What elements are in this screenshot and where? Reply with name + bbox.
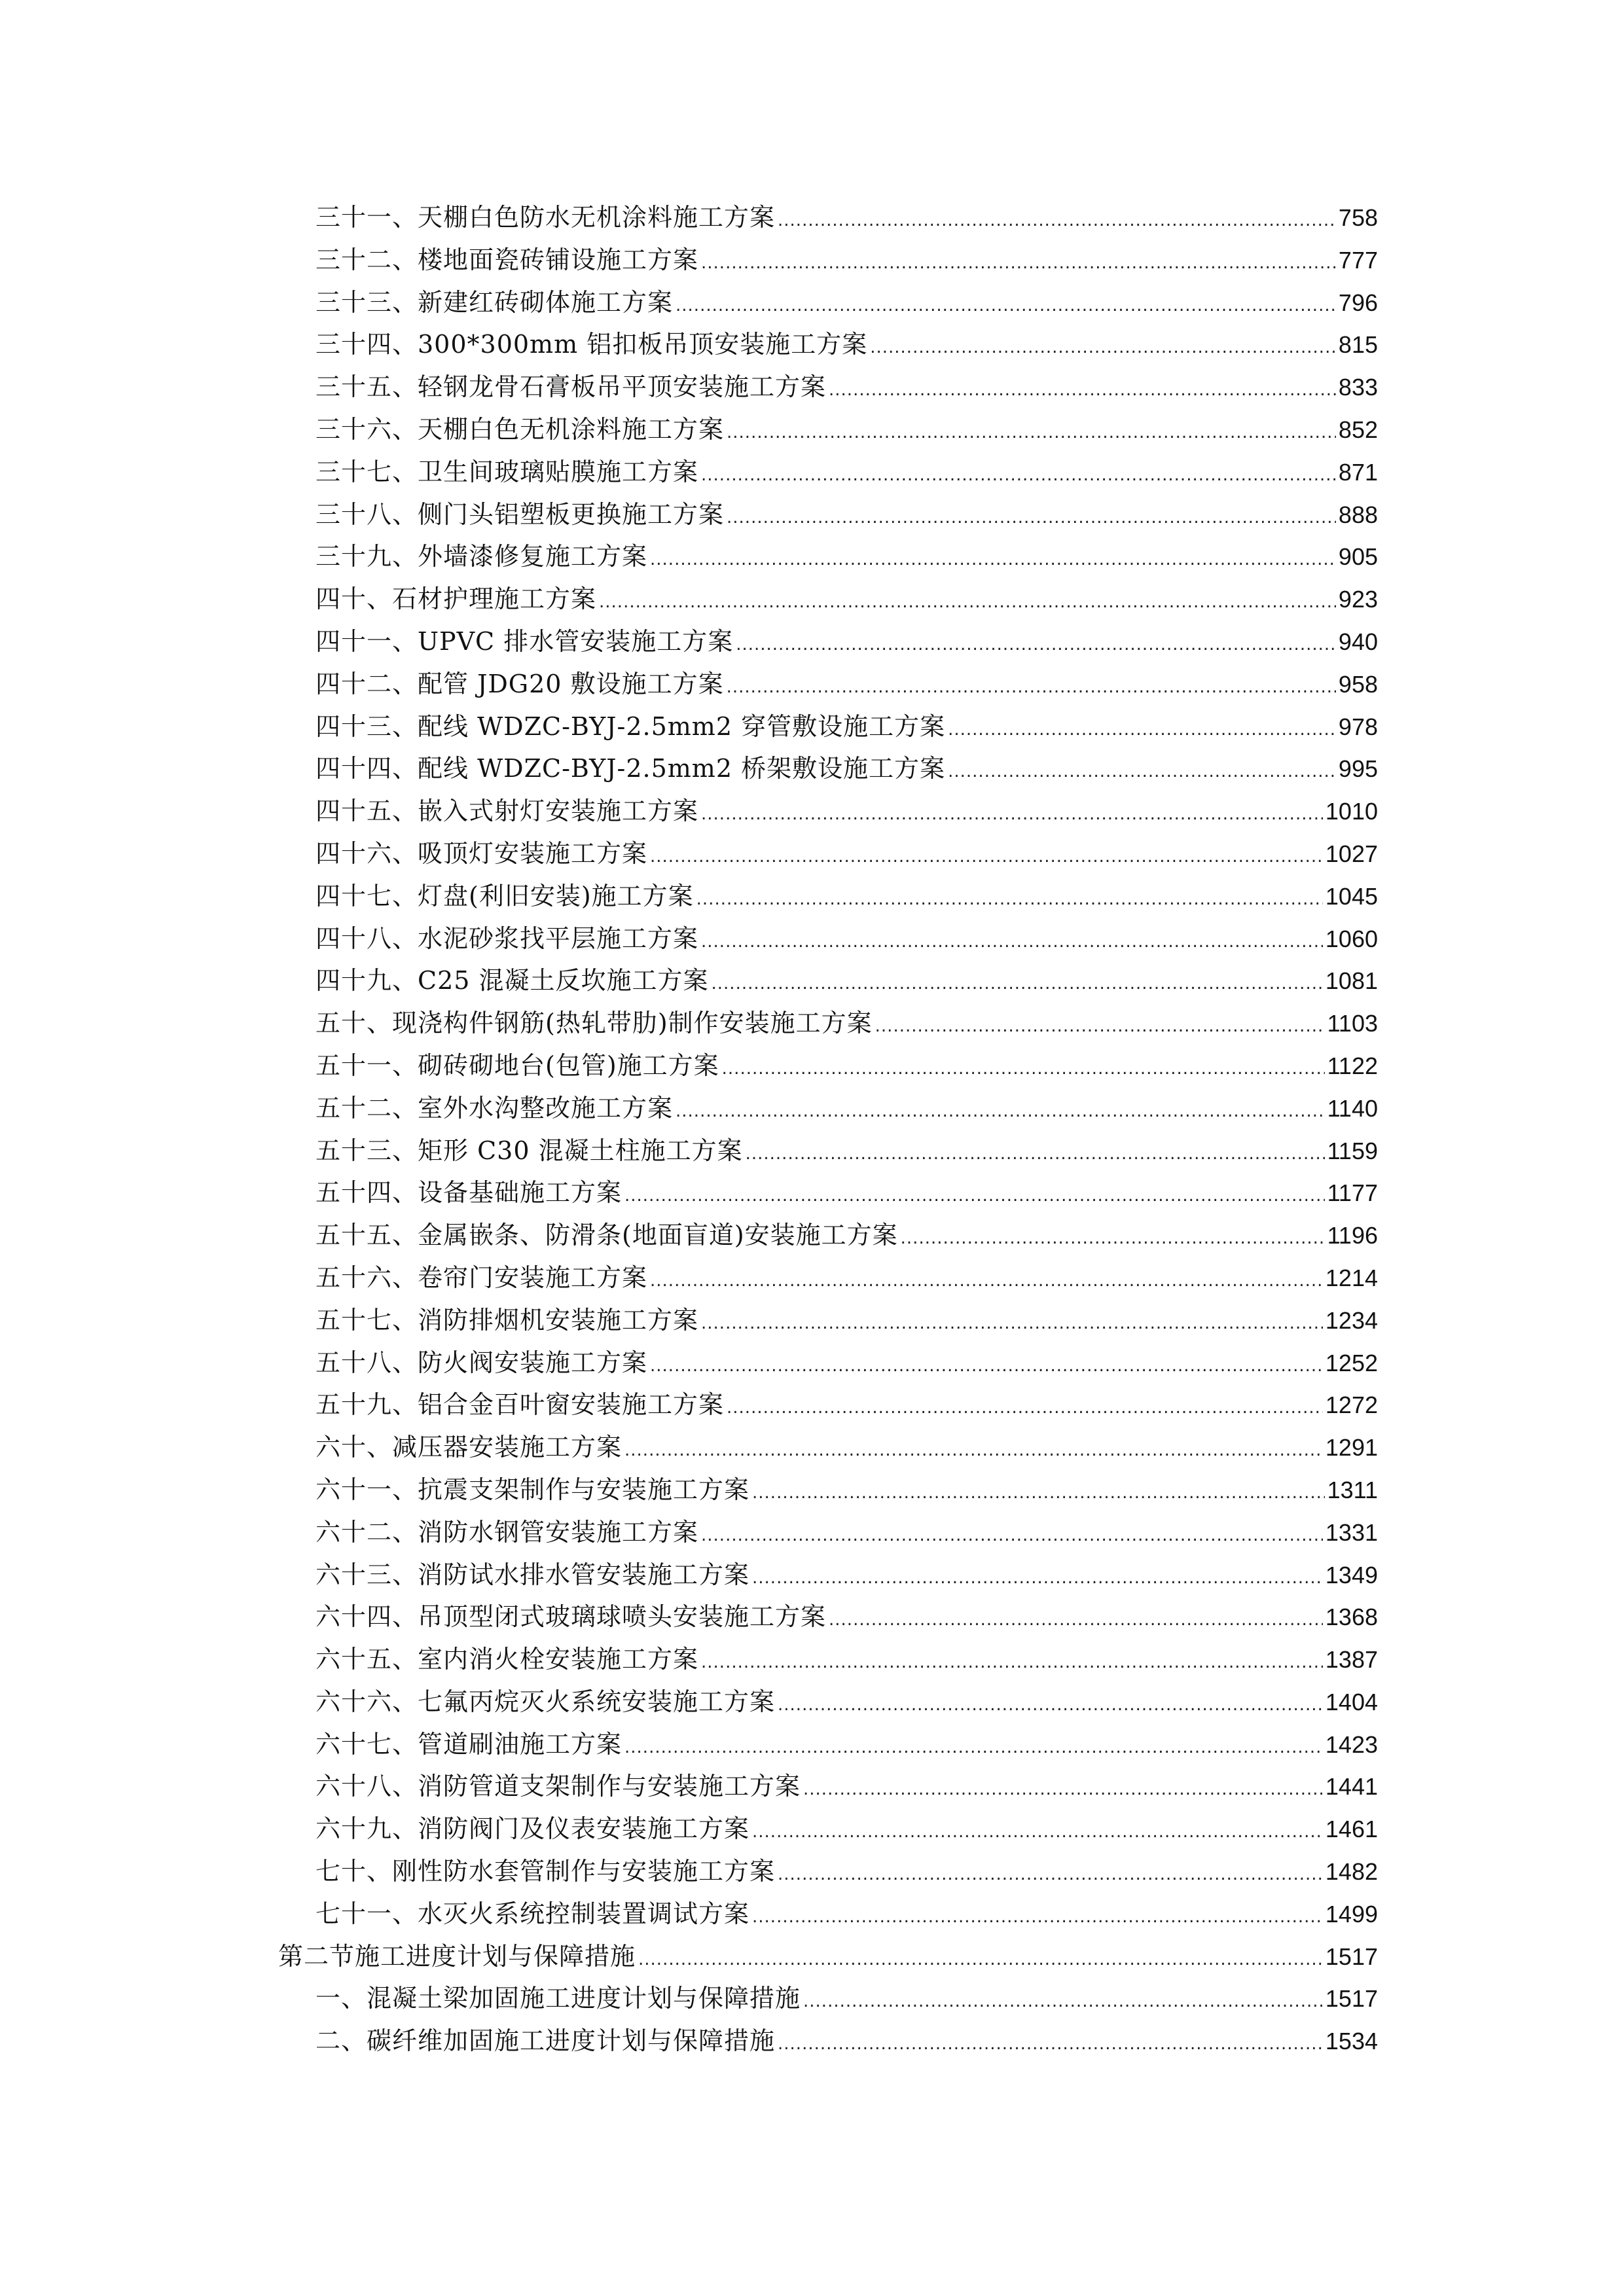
toc-entry[interactable] [278, 366, 1378, 408]
dot-leader [638, 1939, 1323, 1981]
toc-entry-page-number: 1461 [1325, 1816, 1378, 1843]
toc-entry[interactable] [278, 1808, 1378, 1850]
dot-leader [752, 1472, 1325, 1515]
dot-leader [701, 242, 1336, 285]
dot-leader [778, 1684, 1323, 1727]
dot-leader [829, 1599, 1323, 1641]
toc-entry-title: 六十六、七氟丙烷灭火系统安装施工方案 [316, 1687, 776, 1716]
dot-leader [778, 200, 1336, 242]
toc-entry-title: 四十二、配管 JDG20 敷设施工方案 [316, 669, 724, 698]
dot-leader [701, 921, 1323, 963]
toc-entry[interactable] [278, 1596, 1378, 1638]
toc-entry[interactable] [278, 790, 1378, 833]
toc-entry-page-number: 958 [1338, 670, 1378, 698]
toc-entry-title: 一、混凝土梁加固施工进度计划与保障措施 [316, 1984, 801, 2013]
toc-entry-title: 六十二、消防水钢管安装施工方案 [316, 1517, 699, 1547]
toc-entry-page-number: 1234 [1325, 1306, 1378, 1334]
toc-entry-title: 五十四、设备基础施工方案 [316, 1178, 623, 1208]
toc-entry[interactable] [278, 1893, 1378, 1935]
toc-entry[interactable] [278, 1342, 1378, 1384]
dot-leader [599, 581, 1336, 624]
toc-entry-page-number: 905 [1338, 543, 1378, 571]
toc-entry-page-number: 923 [1338, 586, 1378, 613]
toc-entry[interactable] [278, 281, 1378, 324]
dot-leader [696, 878, 1323, 921]
toc-entry[interactable] [278, 239, 1378, 281]
toc-entry-page-number: 1499 [1325, 1900, 1378, 1928]
toc-entry[interactable] [278, 1511, 1378, 1554]
toc-entry[interactable] [278, 1426, 1378, 1469]
dot-leader [727, 497, 1336, 539]
toc-entry-title: 五十二、室外水沟整改施工方案 [316, 1093, 674, 1122]
dot-leader [803, 1981, 1323, 2023]
toc-entry[interactable] [278, 918, 1378, 960]
toc-entry-page-number: 1140 [1327, 1094, 1378, 1122]
toc-entry[interactable] [278, 1045, 1378, 1087]
toc-entry[interactable] [278, 323, 1378, 366]
toc-entry[interactable] [278, 578, 1378, 620]
toc-entry[interactable] [278, 1765, 1378, 1808]
toc-entry[interactable] [278, 663, 1378, 706]
toc-entry[interactable] [278, 196, 1378, 239]
toc-entry[interactable] [278, 706, 1378, 748]
dot-leader [722, 1048, 1325, 1090]
dot-leader [829, 369, 1336, 412]
dot-leader [752, 1811, 1323, 1854]
toc-entry-page-number: 1349 [1325, 1561, 1378, 1588]
toc-entry-page-number: 1534 [1325, 2028, 1378, 2055]
toc-entry-page-number: 1368 [1325, 1604, 1378, 1631]
toc-entry-title: 六十、减压器安装施工方案 [316, 1433, 623, 1462]
dot-leader [624, 1429, 1323, 1472]
dot-leader [650, 1260, 1323, 1302]
toc-entry-title: 三十五、轻钢龙骨石膏板吊平顶安装施工方案 [316, 372, 827, 402]
toc-entry-title: 三十二、楼地面瓷砖铺设施工方案 [316, 245, 699, 274]
toc-entry-page-number: 1482 [1325, 1858, 1378, 1886]
dot-leader [712, 963, 1323, 1005]
dot-leader [650, 539, 1336, 581]
toc-entry[interactable] [278, 493, 1378, 536]
toc-entry-title: 五十五、金属嵌条、防滑条(地面盲道)安装施工方案 [316, 1221, 898, 1250]
toc-entry-title: 四十八、水泥砂浆找平层施工方案 [316, 924, 699, 953]
toc-entry-page-number: 833 [1338, 374, 1378, 401]
dot-leader [736, 624, 1336, 666]
toc-entry[interactable] [278, 1172, 1378, 1214]
toc-entry[interactable] [278, 1214, 1378, 1257]
toc-entry[interactable] [278, 1469, 1378, 1511]
toc-entry-title: 三十四、300*300mm 铝扣板吊顶安装施工方案 [316, 330, 868, 359]
toc-entry-title: 三十七、卫生间玻璃贴膜施工方案 [316, 457, 699, 486]
toc-entry[interactable] [278, 1384, 1378, 1426]
toc-entry-title: 五十三、矩形 C30 混凝土柱施工方案 [316, 1136, 743, 1165]
dot-leader [875, 1005, 1325, 1048]
dot-leader [752, 1557, 1323, 1600]
toc-entry[interactable] [278, 875, 1378, 918]
dot-leader [727, 412, 1336, 454]
toc-entry[interactable] [278, 1681, 1378, 1723]
toc-entry-page-number: 940 [1338, 628, 1378, 655]
toc-entry[interactable] [278, 747, 1378, 790]
toc-entry[interactable] [278, 2020, 1378, 2062]
toc-entry-page-number: 1331 [1325, 1518, 1378, 1546]
dot-leader [948, 709, 1336, 751]
toc-entry-title: 第二节施工进度计划与保障措施 [278, 1941, 636, 1971]
dot-leader [746, 1133, 1325, 1175]
toc-entry-title: 六十一、抗震支架制作与安装施工方案 [316, 1475, 750, 1504]
dot-leader [701, 454, 1336, 497]
toc-entry[interactable] [278, 408, 1378, 451]
toc-entry-page-number: 777 [1338, 246, 1378, 274]
toc-entry-title: 三十三、新建红砖砌体施工方案 [316, 287, 674, 317]
dot-leader [676, 285, 1336, 327]
toc-entry-page-number: 1291 [1325, 1434, 1378, 1462]
toc-entry-page-number: 1517 [1325, 1943, 1378, 1970]
toc-entry[interactable] [278, 1723, 1378, 1766]
toc-entry-page-number: 995 [1338, 755, 1378, 783]
toc-entry-page-number: 978 [1338, 713, 1378, 740]
toc-entry-title: 六十七、管道刷油施工方案 [316, 1729, 623, 1759]
toc-entry-page-number: 1060 [1325, 925, 1378, 952]
dot-leader [870, 327, 1336, 369]
toc-entry-title: 五十一、砌砖砌地台(包管)施工方案 [316, 1050, 719, 1080]
dot-leader [701, 1302, 1323, 1345]
toc-entry-page-number: 1027 [1325, 840, 1378, 867]
toc-entry-page-number: 1252 [1325, 1349, 1378, 1376]
toc-entry-page-number: 1159 [1327, 1137, 1378, 1164]
dot-leader [727, 666, 1336, 709]
toc-entry-title: 六十三、消防试水排水管安装施工方案 [316, 1560, 750, 1589]
toc-entry-page-number: 871 [1338, 458, 1378, 486]
toc-entry-page-number: 888 [1338, 501, 1378, 528]
toc-entry-title: 六十五、室内消火栓安装施工方案 [316, 1645, 699, 1674]
toc-entry-page-number: 758 [1338, 204, 1378, 231]
dot-leader [701, 793, 1323, 836]
toc-entry-title: 七十、刚性防水套管制作与安装施工方案 [316, 1857, 776, 1886]
toc-entry-title: 六十九、消防阀门及仪表安装施工方案 [316, 1814, 750, 1844]
dot-leader [752, 1896, 1323, 1939]
toc-entry-page-number: 1177 [1327, 1179, 1378, 1207]
toc-entry-title: 四十五、嵌入式射灯安装施工方案 [316, 797, 699, 826]
dot-leader [778, 1854, 1323, 1896]
toc-entry-page-number: 1404 [1325, 1688, 1378, 1715]
dot-leader [727, 1387, 1323, 1429]
toc-entry-title: 四十四、配线 WDZC-BYJ-2.5mm2 桥架敷设施工方案 [316, 754, 946, 783]
toc-entry-title: 四十三、配线 WDZC-BYJ-2.5mm2 穿管敷设施工方案 [316, 711, 946, 741]
toc-entry[interactable] [278, 1977, 1378, 2020]
toc-entry[interactable] [278, 1087, 1378, 1130]
toc-entry-title: 五十八、防火阀安装施工方案 [316, 1348, 648, 1377]
toc-entry-page-number: 1311 [1327, 1476, 1378, 1503]
toc-entry-page-number: 1103 [1327, 1010, 1378, 1037]
toc-entry-page-number: 1045 [1325, 882, 1378, 910]
toc-entry-page-number: 815 [1338, 331, 1378, 359]
dot-leader [650, 836, 1323, 878]
toc-entry-title: 五十九、铝合金百叶窗安装施工方案 [316, 1390, 725, 1420]
dot-leader [650, 1345, 1323, 1388]
toc-entry-title: 三十六、天棚白色无机涂料施工方案 [316, 414, 725, 444]
toc-entry-title: 四十六、吸顶灯安装施工方案 [316, 838, 648, 868]
toc-entry-title: 四十七、灯盘(利旧安装)施工方案 [316, 881, 694, 910]
toc-entry[interactable] [278, 620, 1378, 663]
toc-entry-page-number: 1122 [1327, 1052, 1378, 1079]
toc-entry[interactable] [278, 960, 1378, 1002]
toc-entry-title: 四十、石材护理施工方案 [316, 584, 597, 614]
toc-entry[interactable] [278, 1299, 1378, 1342]
toc-entry[interactable] [278, 1257, 1378, 1299]
toc-entry-page-number: 1387 [1325, 1646, 1378, 1674]
toc-entry-title: 六十八、消防管道支架制作与安装施工方案 [316, 1772, 801, 1801]
toc-entry[interactable] [278, 1002, 1378, 1045]
toc-entry-title: 四十一、UPVC 排水管安装施工方案 [316, 626, 734, 656]
dot-leader [676, 1090, 1325, 1133]
toc-entry[interactable] [278, 1850, 1378, 1893]
toc-entry[interactable] [278, 1554, 1378, 1596]
dot-leader [803, 1768, 1323, 1811]
toc-entry-page-number: 1272 [1325, 1391, 1378, 1419]
toc-entry-page-number: 1214 [1325, 1264, 1378, 1291]
dot-leader [701, 1515, 1323, 1557]
toc-entry-page-number: 1441 [1325, 1773, 1378, 1801]
toc-entry-page-number: 1423 [1325, 1731, 1378, 1758]
dot-leader [901, 1217, 1325, 1260]
toc-entry-title: 五十、现浇构件钢筋(热轧带肋)制作安装施工方案 [316, 1009, 873, 1038]
toc-entry-title: 六十四、吊顶型闭式玻璃球喷头安装施工方案 [316, 1602, 827, 1632]
dot-leader [624, 1727, 1323, 1769]
toc-entry[interactable] [278, 833, 1378, 875]
toc-entry-page-number: 852 [1338, 416, 1378, 443]
toc-entry-page-number: 1081 [1325, 967, 1378, 995]
toc-entry-title: 二、碳纤维加固施工进度计划与保障措施 [316, 2026, 776, 2056]
toc-entry-title: 三十九、外墙漆修复施工方案 [316, 542, 648, 571]
toc-entry-title: 五十七、消防排烟机安装施工方案 [316, 1305, 699, 1335]
toc-entry[interactable] [278, 451, 1378, 493]
dot-leader [948, 751, 1336, 793]
toc-entry-title: 五十六、卷帘门安装施工方案 [316, 1263, 648, 1292]
dot-leader [778, 2023, 1323, 2066]
toc-entry-title: 四十九、C25 混凝土反坎施工方案 [316, 966, 709, 996]
toc-entry[interactable] [278, 1935, 1378, 1978]
toc-entry-title: 三十一、天棚白色防水无机涂料施工方案 [316, 203, 776, 232]
dot-leader [624, 1175, 1325, 1217]
toc-entry[interactable] [278, 1130, 1378, 1172]
toc-entry[interactable] [278, 535, 1378, 578]
toc-entry-page-number: 1010 [1325, 798, 1378, 825]
table-of-contents [278, 196, 1378, 2062]
dot-leader [701, 1641, 1323, 1684]
toc-entry-page-number: 1196 [1327, 1222, 1378, 1249]
toc-entry-page-number: 1517 [1325, 1985, 1378, 2013]
toc-entry-title: 三十八、侧门头铝塑板更换施工方案 [316, 499, 725, 529]
toc-entry[interactable] [278, 1638, 1378, 1681]
toc-entry-page-number: 796 [1338, 289, 1378, 316]
toc-entry-title: 七十一、水灭火系统控制装置调试方案 [316, 1899, 750, 1928]
